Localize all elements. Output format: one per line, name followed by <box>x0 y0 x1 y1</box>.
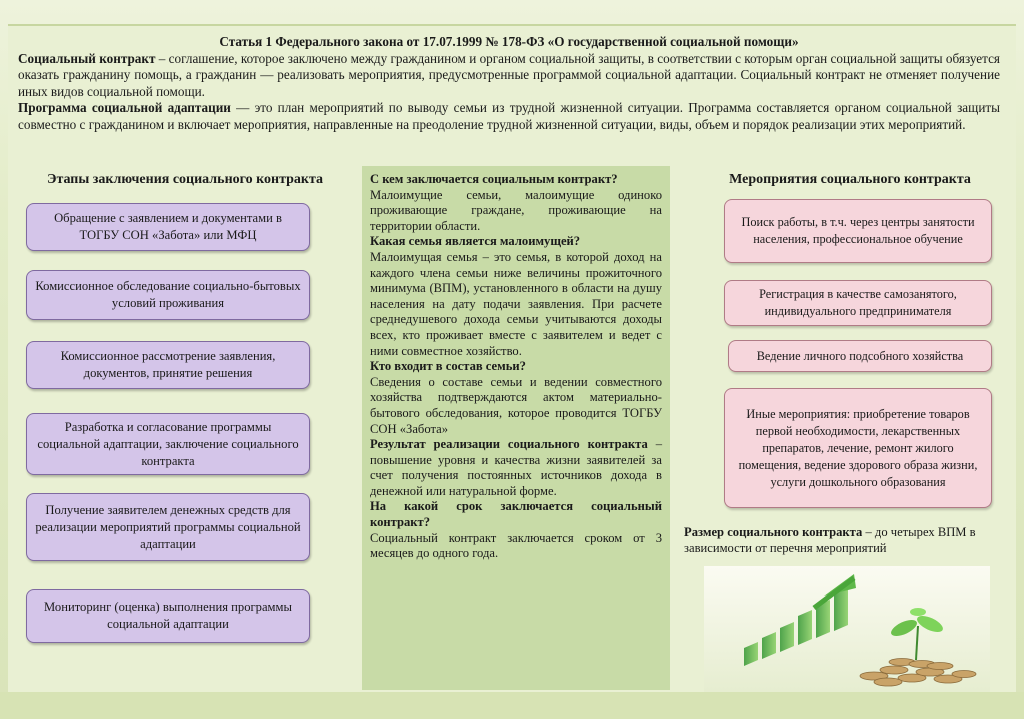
faq-question-1: С кем заключается социальным контракт? <box>370 172 618 186</box>
faq-question-3: Кто входит в состав семьи? <box>370 359 526 374</box>
term-adaptation-program: Программа социальной адаптации <box>18 100 231 116</box>
stage-box-3: Комиссионное рассмотрение заявления, документов, принятие решения <box>26 341 310 389</box>
stage-box-1: Обращение с заявлением и документами в ТОГБУ СОН «Забота» или МФЦ <box>26 203 310 251</box>
stage-box-5: Получение заявителем денежных средств для реализации мероприятий программы социальной адаптации <box>26 493 310 561</box>
adaptation-program-definition: Программа социальной адаптации — это план мероприятий по выводу семьи из трудной жизненной ситуации. Программа составляется органом социальной защиты совместно с гражданином и включает мероприятия, направленные на преодоление трудной жизненной ситуации, виды, объем и порядок реализации этих мероприятий. <box>18 100 1000 132</box>
intro-section <box>18 34 1000 134</box>
stage-box-4: Разработка и согласование программы социальной адаптации, заключение социального контракта <box>26 413 310 475</box>
social-contract-definition: Социальный контракт – соглашение, которое заключено между гражданином и органом социальной защиты, в соответствии с которым орган социальной защиты обязуется оказать гражданину помощь, а гражданин — реализовать мероприятия, предусмотренные программой социальной адаптации. Социальный контракт не отменяет получение иных видов социальной помощи. <box>18 50 1000 99</box>
activity-box-2: Регистрация в качестве самозанятого, индивидуального предпринимателя <box>724 280 992 326</box>
faq-answer-3: Сведения о составе семьи и ведении совместного хозяйства подтверждаются актом материально-бытового обследования, которое проводится ТОГБУ СОН «Забота» <box>370 374 662 436</box>
growth-chart-illustration <box>704 566 990 692</box>
activity-box-4: Иные мероприятия: приобретение товаров первой необходимости, лекарственных препаратов, лечение, ремонт жилого помещения, ведение здорового образа жизни, услуги дошкольного образования <box>724 388 992 508</box>
faq-question-4: Результат реализации социального контракта <box>370 437 648 452</box>
activity-box-3: Ведение личного подсобного хозяйства <box>728 340 992 372</box>
faq-panel <box>362 166 670 690</box>
bottom-strip <box>0 692 1024 719</box>
activities-title: Мероприятия социального контракта <box>729 172 971 187</box>
contract-size-term: Размер социального контракта <box>684 525 863 539</box>
faq-question-5: На какой срок заключается социальный контракт? <box>370 499 662 530</box>
faq-answer-4: – повышение уровня и качества жизни заявителей за счет получения постоянных источников дохода в денежной или натуральной форме. <box>370 437 663 498</box>
faq-answer-2: Малоимущая семья – это семья, в которой доход на каждого члена семьи ниже величины прожиточного минимума (ВПМ), установленного в области на душу населения на дату подачи заявления. При расчете среднедушевого дохода семьи учитываются доходы всех, кто проживает вместе с заявителем и ведет с ними совместное хозяйство. <box>370 249 662 358</box>
stages-title: Этапы заключения социального контракта <box>46 172 324 187</box>
faq-result <box>370 437 662 499</box>
law-heading: Статья 1 Федерального закона от 17.07.1999 № 178-ФЗ «О государственной социальной помощи» <box>219 34 799 49</box>
stage-box-6: Мониторинг (оценка) выполнения программы социальной адаптации <box>26 589 310 643</box>
contract-size-text: – до четырех ВПМ в зависимости от перечня мероприятий <box>684 525 976 555</box>
growth-coins-image <box>704 566 990 692</box>
contract-size-note <box>684 524 1008 556</box>
stage-box-2: Комиссионное обследование социально-бытовых условий проживания <box>26 270 310 320</box>
faq-answer-5: Социальный контракт заключается сроком от 3 месяцев до одного года. <box>370 530 662 561</box>
faq-answer-1: Малоимущие семьи, малоимущие одиноко проживающие граждане, проживающие на территории области. <box>370 187 662 233</box>
activity-box-1: Поиск работы, в т.ч. через центры занятости населения, профессиональное обучение <box>724 199 992 263</box>
faq-question-2: Какая семья является малоимущей? <box>370 234 581 249</box>
term-social-contract: Социальный контракт <box>18 50 156 66</box>
